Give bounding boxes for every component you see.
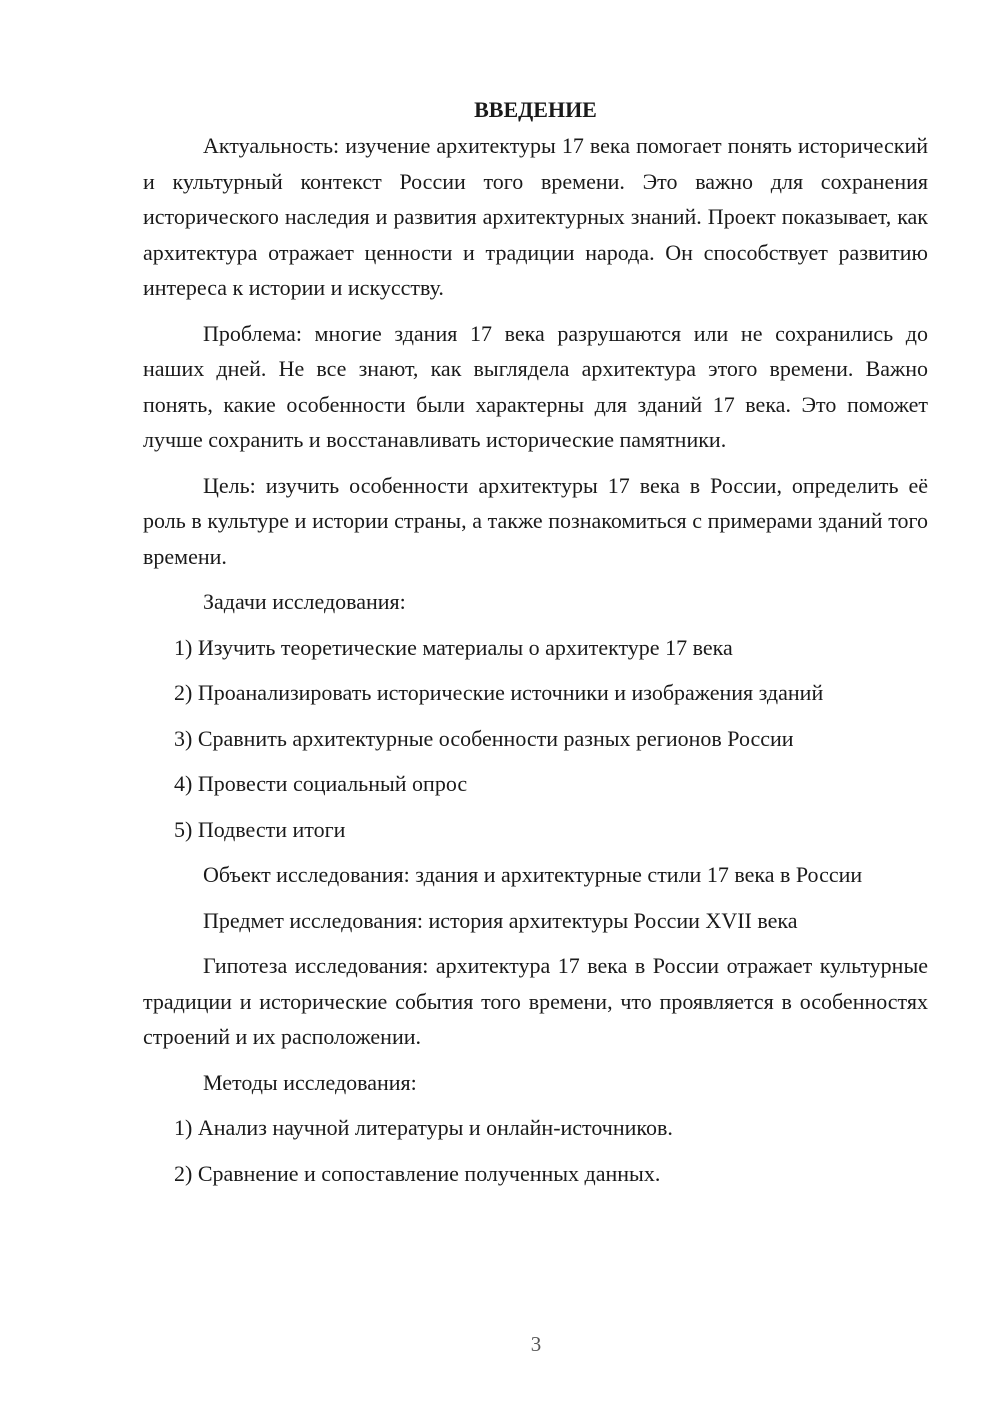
task-item-5: 5) Подвести итоги <box>174 816 346 842</box>
method-item-2: 2) Сравнение и сопоставление полученных данных. <box>174 1160 661 1186</box>
relevance-paragraph: Актуальность: изучение архитектуры 17 века помогает понять исторический и культурный контекст России того времени. Это важно для сохранения исторического наследия и развития архитектурных знаний. Проект показывает, как архитектура отражает ценности и традиции народа. Он способствует развитию интереса к истории и искусству. <box>143 133 928 300</box>
tasks-heading: Задачи исследования: <box>203 589 406 614</box>
task-item-3: 3) Сравнить архитектурные особенности разных регионов России <box>174 725 794 751</box>
task-item-4: 4) Провести социальный опрос <box>174 771 468 796</box>
document-page <box>143 94 928 1201</box>
hypothesis-paragraph: Гипотеза исследования: архитектура 17 века в России отражает культурные традиции и исторические события того времени, что проявляется в особенностях строений и их расположении. <box>143 953 928 1049</box>
task-item-2: 2) Проанализировать исторические источники и изображения зданий <box>174 680 824 705</box>
problem-paragraph: Проблема: многие здания 17 века разрушаются или не сохранились до наших дней. Не все знают, как выглядела архитектура этого времени. Важно понять, какие особенности были характерны для зданий 17 века. Это поможет лучше сохранить и восстанавливать исторические памятники. <box>143 320 928 452</box>
methods-heading: Методы исследования: <box>203 1069 417 1095</box>
page-number: 3 <box>530 1332 542 1356</box>
task-item-1: 1) Изучить теоретические материалы о архитектуре 17 века <box>174 634 733 660</box>
goal-paragraph: Цель: изучить особенности архитектуры 17 века в России, определить её роль в культуре и истории страны, а также познакомиться с примерами зданий того времени. <box>143 472 928 569</box>
subject-paragraph: Предмет исследования: история архитектуры России XVII века <box>203 907 798 933</box>
section-title: ВВЕДЕНИЕ <box>474 97 597 122</box>
object-paragraph: Объект исследования: здания и архитектурные стили 17 века в России <box>203 862 863 887</box>
method-item-1: 1) Анализ научной литературы и онлайн-источников. <box>174 1115 673 1140</box>
